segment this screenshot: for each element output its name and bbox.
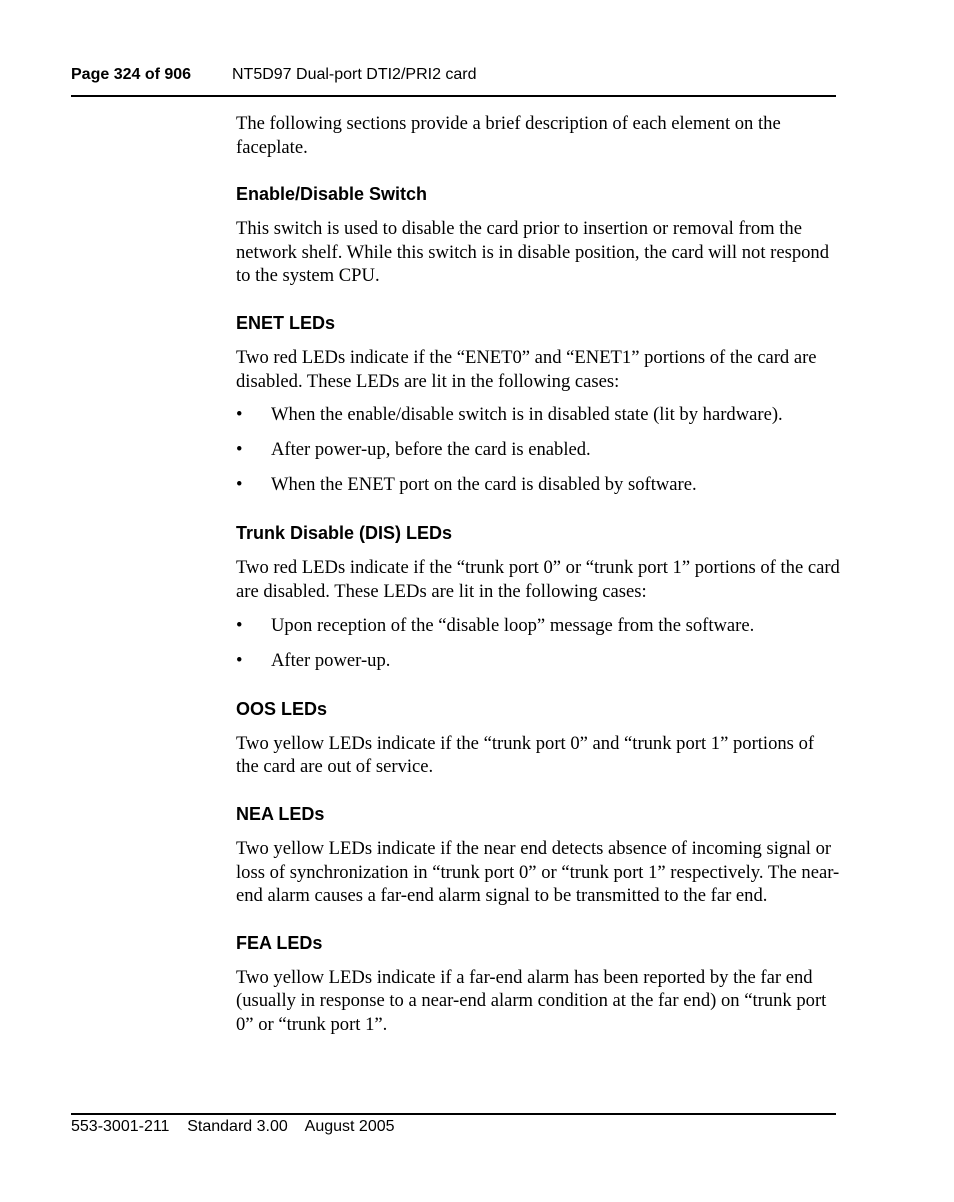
section-trunk-disable-leds [236,522,840,672]
section-paragraph: Two yellow LEDs indicate if the “trunk port 0” and “trunk port 1” portions of the card are out of service. [236,732,815,778]
list-item-text: When the ENET port on the card is disabled by software. [271,474,697,496]
bullet-list [236,403,840,497]
section-paragraph: This switch is used to disable the card prior to insertion or removal from the network shelf. While this switch is in disable position, the card will not respond to the system CPU. [236,218,830,287]
section-paragraph: Two red LEDs indicate if the “ENET0” and “ENET1” portions of the card are disabled. These LEDs are lit in the following cases: [236,346,817,392]
section-heading: OOS LEDs [236,698,328,719]
bullet-icon: • [236,614,243,636]
bullet-list [236,614,840,673]
list-item [236,438,840,462]
section-enable-disable-switch [236,183,840,288]
section-fea-leds [236,932,840,1037]
list-item [236,614,840,638]
bullet-icon: • [236,439,243,461]
list-item [236,649,840,673]
list-item-text: Upon reception of the “disable loop” message from the software. [271,614,755,636]
page-header [71,66,836,96]
list-item [236,403,840,427]
footer-rule [71,1113,836,1115]
page-footer [71,1118,836,1136]
section-heading: Trunk Disable (DIS) LEDs [236,523,453,544]
section-heading: Enable/Disable Switch [236,184,428,205]
footer-standard: Standard 3.00 [187,1118,288,1135]
section-heading: ENET LEDs [236,312,336,333]
intro-paragraph: The following sections provide a brief description of each element on the faceplate. [236,113,781,158]
section-heading: FEA LEDs [236,932,323,953]
bullet-icon: • [236,649,243,671]
document-title: NT5D97 Dual-port DTI2/PRI2 card [232,66,477,83]
section-nea-leds [236,803,840,908]
list-item-text: After power-up. [271,649,391,671]
page-number: Page 324 of 906 [71,66,192,83]
section-paragraph: Two yellow LEDs indicate if the near end detects absence of incoming signal or loss of synchronization in “trunk port 0” or “trunk port 1” respectively. The near-end alarm causes a far-end alarm signal to be transmitted to the far end. [236,838,840,907]
bullet-icon: • [236,474,243,496]
footer-doc-number: 553-3001-211 [71,1118,170,1135]
footer-date: August 2005 [304,1118,395,1135]
section-heading: NEA LEDs [236,804,325,824]
page-body [236,112,840,1047]
section-enet-leds [236,312,840,497]
header-rule [71,95,836,97]
bullet-icon: • [236,404,243,426]
list-item-text: After power-up, before the card is enabled. [271,439,591,461]
section-oos-leds [236,698,840,779]
section-paragraph: Two yellow LEDs indicate if a far-end alarm has been reported by the far end (usually in response to a near-end alarm condition at the far end) on “trunk port 0” or “trunk port 1”. [236,966,827,1035]
section-paragraph: Two red LEDs indicate if the “trunk port 0” or “trunk port 1” portions of the card are disabled. These LEDs are lit in the following cases: [236,557,840,603]
list-item-text: When the enable/disable switch is in disabled state (lit by hardware). [271,404,783,426]
list-item [236,473,840,497]
